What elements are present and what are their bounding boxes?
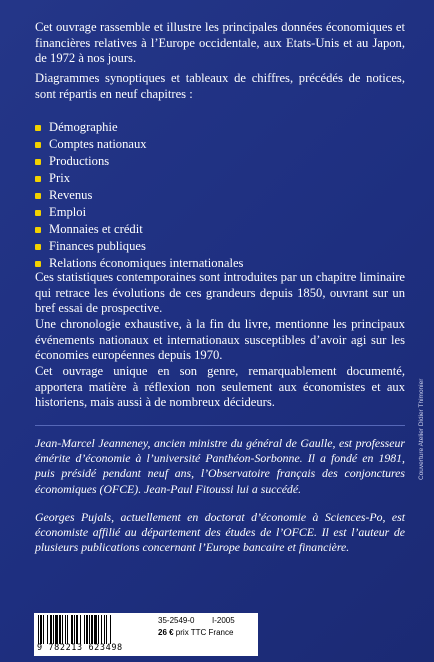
bullet-icon [35, 244, 41, 250]
chronology-paragraph: Une chronologie exhaustive, à la fin du livre, mentionne les principaux événements nationaux et internationaux susceptibles d’avoir agi sur les économies européennes depuis 1970. [35, 317, 405, 363]
chapters-intro-paragraph: Diagrammes synoptiques et tableaux de chiffres, précédés de notices, sont répartis en neuf chapitres : [35, 71, 405, 101]
bullet-icon [35, 193, 41, 199]
author-bio-pujals: Georges Pujals, actuellement en doctorat d’économie à Sciences-Po, est économiste affilié au département des études de l’OFCE. Il est l’auteur de plusieurs publications concernant l’Europe bancaire et financière. [35, 510, 405, 555]
bullet-icon [35, 142, 41, 148]
barcode-label [34, 613, 258, 656]
bullet-icon [35, 159, 41, 165]
chapter-item: Monnaies et crédit [35, 221, 405, 238]
author-bio-jeanneney: Jean-Marcel Jeanneney, ancien ministre du général de Gaulle, est professeur émérite d’économie à l’université Panthéon-Sorbonne. Il a fondé en 1981, puis présidé pendant neuf ans, l’Observatoire français des conjonctures économiques (OFCE). Jean-Paul Fitoussi lui a succédé. [35, 436, 405, 496]
chapter-item: Comptes nationaux [35, 136, 405, 153]
chapter-list [35, 119, 405, 272]
price-text: prix TTC France [173, 628, 234, 637]
chapter-item: Revenus [35, 187, 405, 204]
isbn-code: 35-2549-0 [158, 616, 195, 625]
intro-paragraph: Cet ouvrage rassemble et illustre les principales données économiques et financières relatives à l’Europe occidentale, aux Etats-Unis et au Japon, de 1972 à nos jours. [35, 20, 405, 66]
chapter-item: Démographie [35, 119, 405, 136]
price-label [158, 628, 233, 637]
chapter-item: Productions [35, 153, 405, 170]
bullet-icon [35, 210, 41, 216]
price-value: 26 € [158, 628, 174, 637]
barcode-digits: 9 782213 623498 [37, 643, 123, 653]
chapter-item: Finances publiques [35, 238, 405, 255]
history-paragraph: Ces statistiques contemporaines sont introduites par un chapitre liminaire qui retrace les évolutions de ces grandeurs depuis 1850, ouvrant sur un bref essai de prospective. [35, 270, 405, 316]
divider [35, 425, 405, 426]
bullet-icon [35, 176, 41, 182]
chapter-item: Prix [35, 170, 405, 187]
bullet-icon [35, 125, 41, 131]
bullet-icon [35, 261, 41, 267]
barcode-icon [38, 615, 148, 644]
cover-credit: Couverture Atelier Didier Thimonier [418, 378, 425, 480]
chapter-item: Emploi [35, 204, 405, 221]
chapter-item: Relations économiques internationales [35, 255, 405, 272]
bullet-icon [35, 227, 41, 233]
date-code: I-2005 [212, 616, 235, 625]
audience-paragraph: Cet ouvrage unique en son genre, remarquablement documenté, apportera matière à réflexion non seulement aux économistes et aux historiens, mais aussi à de nombreux décideurs. [35, 364, 405, 410]
